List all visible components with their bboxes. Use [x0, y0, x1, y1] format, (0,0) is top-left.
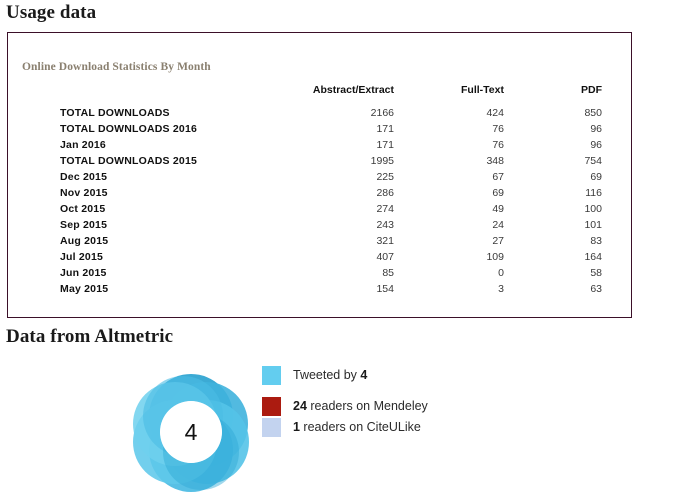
table-header	[22, 84, 602, 105]
cell-fulltext: 67	[492, 171, 504, 183]
column-header-pdf: PDF	[581, 84, 602, 96]
table-row	[22, 281, 602, 297]
row-label: Jul 2015	[60, 251, 104, 263]
altmetric-legend	[262, 365, 562, 437]
altmetric-panel	[0, 355, 699, 500]
legend-value: 4	[360, 368, 368, 382]
table-row	[22, 233, 602, 249]
legend-item[interactable]	[262, 365, 562, 385]
legend-value: 24	[293, 399, 307, 413]
table-row	[22, 121, 602, 137]
cell-pdf: 101	[584, 219, 602, 231]
page-title-usage-data: Usage data	[6, 2, 97, 23]
legend-value: 1	[293, 420, 300, 434]
cell-pdf: 96	[590, 123, 602, 135]
row-label: Jan 2016	[60, 139, 106, 151]
cell-fulltext: 69	[492, 187, 504, 199]
cell-fulltext: 424	[486, 107, 504, 119]
cell-fulltext: 49	[492, 203, 504, 215]
cell-pdf: 116	[585, 187, 602, 199]
cell-abstract: 225	[376, 171, 394, 183]
row-label: May 2015	[60, 283, 109, 295]
cell-abstract: 85	[382, 267, 394, 279]
legend-swatch-icon	[262, 397, 281, 416]
cell-pdf: 164	[584, 251, 602, 263]
cell-fulltext: 76	[492, 139, 504, 151]
cell-pdf: 754	[584, 155, 602, 167]
cell-abstract: 243	[376, 219, 394, 231]
table-row	[22, 265, 602, 281]
row-label: Dec 2015	[60, 171, 108, 183]
altmetric-score: 4	[184, 418, 198, 445]
row-label: Aug 2015	[60, 235, 109, 247]
cell-abstract: 171	[376, 123, 394, 135]
cell-abstract: 407	[376, 251, 394, 263]
cell-pdf: 83	[590, 235, 602, 247]
table-body	[22, 105, 602, 297]
legend-label: 1 readers on CiteULike	[293, 420, 421, 434]
legend-swatch-icon	[262, 418, 281, 437]
cell-abstract: 171	[376, 139, 394, 151]
cell-fulltext: 0	[498, 267, 504, 279]
cell-abstract: 1995	[370, 155, 394, 167]
table-row	[22, 249, 602, 265]
table-header-row	[22, 84, 602, 105]
column-header-abstract-extract: Abstract/Extract	[312, 84, 394, 96]
cell-fulltext: 24	[492, 219, 504, 231]
cell-pdf: 100	[584, 203, 602, 215]
cell-fulltext: 109	[486, 251, 504, 263]
table-row	[22, 137, 602, 153]
legend-swatch-icon	[262, 366, 281, 385]
legend-item[interactable]	[262, 417, 562, 437]
cell-abstract: 274	[376, 203, 394, 215]
cell-pdf: 96	[590, 139, 602, 151]
cell-abstract: 286	[376, 187, 394, 199]
cell-pdf: 850	[584, 107, 602, 119]
row-label: TOTAL DOWNLOADS 2015	[60, 155, 198, 167]
legend-label: Tweeted by 4	[293, 368, 368, 382]
cell-fulltext: 27	[492, 235, 504, 247]
row-label: TOTAL DOWNLOADS 2016	[60, 123, 198, 135]
table-caption: Online Download Statistics By Month	[22, 61, 211, 73]
cell-pdf: 63	[590, 283, 602, 295]
table-row	[22, 201, 602, 217]
table-row	[22, 185, 602, 201]
cell-abstract: 154	[376, 283, 394, 295]
row-label: TOTAL DOWNLOADS	[60, 107, 170, 119]
cell-pdf: 58	[590, 267, 602, 279]
cell-abstract: 321	[376, 235, 394, 247]
row-label: Nov 2015	[60, 187, 108, 199]
table-row	[22, 105, 602, 121]
legend-label: 24 readers on Mendeley	[293, 399, 428, 413]
table-row	[22, 169, 602, 185]
table-row	[22, 153, 602, 169]
legend-item[interactable]	[262, 396, 562, 416]
row-label: Jun 2015	[60, 267, 107, 279]
cell-fulltext: 76	[492, 123, 504, 135]
cell-fulltext: 3	[498, 283, 504, 295]
download-statistics-table	[22, 84, 602, 297]
cell-pdf: 69	[590, 171, 602, 183]
column-header-period	[22, 84, 284, 105]
row-label: Oct 2015	[60, 203, 106, 215]
row-label: Sep 2015	[60, 219, 108, 231]
table-row	[22, 217, 602, 233]
page-title-data-from-altmetric: Data from Altmetric	[6, 326, 174, 347]
column-header-full-text: Full-Text	[461, 84, 504, 96]
altmetric-donut-chart[interactable]	[131, 372, 251, 492]
cell-fulltext: 348	[486, 155, 504, 167]
cell-abstract: 2166	[370, 107, 394, 119]
